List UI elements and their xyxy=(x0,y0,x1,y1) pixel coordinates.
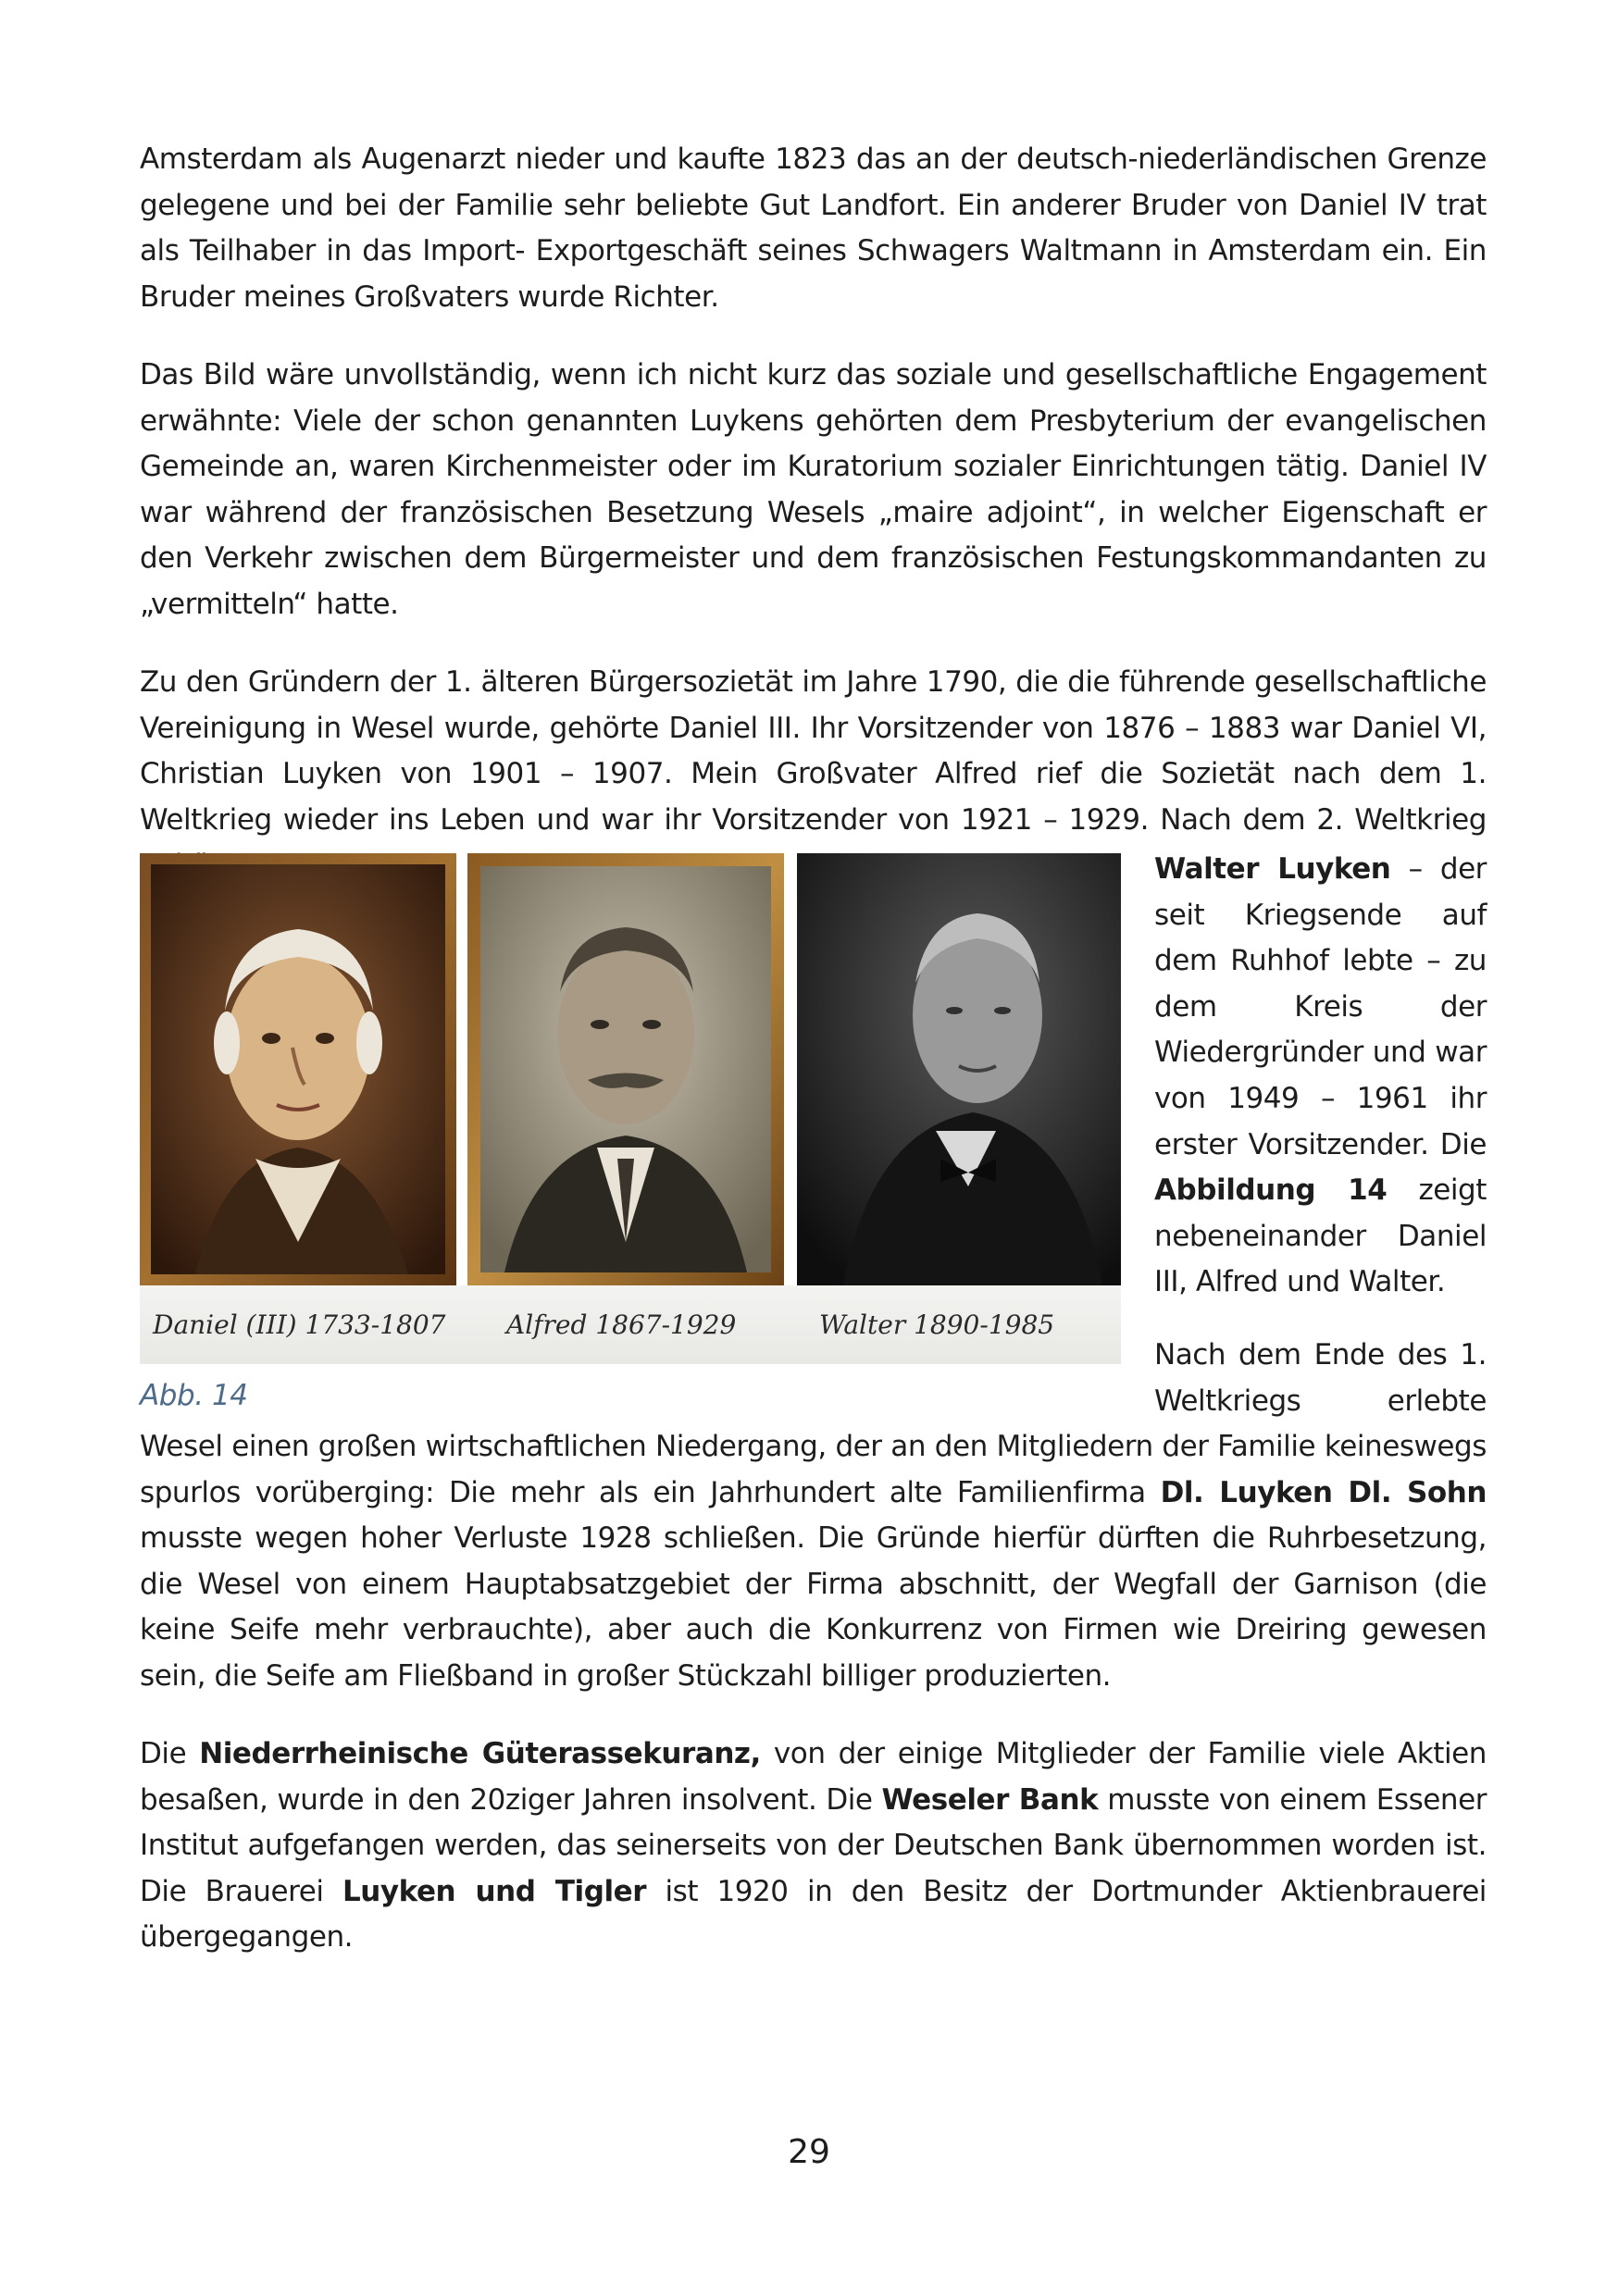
paragraph-5 xyxy=(140,1731,1487,1961)
paragraph-4-text-a: Wesel einen großen wirtschaftlichen Niedergang, der an den Mitgliedern der Familie keineswegs spurlos vorüberging: Die mehr als ein Jahrhundert alte Familienfirma xyxy=(140,1430,1487,1509)
portrait-label-alfred: Alfred 1867-1929 xyxy=(506,1309,737,1340)
paragraph-5-text-a: Die xyxy=(140,1737,200,1770)
side-text-1: – der seit Kriegsende auf dem Ruhhof lebte – zu dem Kreis der Wiedergründer und war von 1949 – 1961 ihr erster Vorsitzender. Die xyxy=(1154,852,1487,1161)
paragraph-2-text: Das Bild wäre unvollständig, wenn ich nicht kurz das soziale und gesellschaftliche Engagement erwähnte: Viele der schon genannten Luykens gehörten dem Presbyterium der evangelischen Gemeinde an, waren Kirchenmeister oder im Kuratorium sozialer Einrichtungen tätig. Daniel IV war während der französischen Besetzung Wesels „maire adjoint“, in welcher Eigenschaft er den Verkehr zwischen dem Bürgermeister und dem französischen Festungskommandanten zu „vermitteln“ hatte. xyxy=(140,358,1487,621)
brauerei-bold: Luyken und Tigler xyxy=(342,1874,647,1908)
firm-name-bold: Dl. Luyken Dl. Sohn xyxy=(1160,1475,1487,1509)
paragraph-5-text-c: musste von einem Essener Institut aufgefangen werden, das seinerseits von der Deutschen Bank übernommen worden ist. Die Brauerei xyxy=(140,1782,1487,1908)
side-column-text xyxy=(1154,847,1487,1306)
paragraph-1 xyxy=(140,137,1487,320)
paragraph-5-text-d: ist 1920 in den Besitz der Dortmunder Aktienbrauerei übergegangen. xyxy=(140,1874,1487,1955)
figure-portraits xyxy=(140,853,1121,1364)
side-bold-walter: Walter Luyken xyxy=(1154,852,1391,886)
side-text-2: zeigt nebeneinander Daniel III, Alfred und Walter. xyxy=(1154,1173,1487,1299)
figure-caption: Abb. 14 xyxy=(140,1379,248,1412)
weseler-bank-bold: Weseler Bank xyxy=(881,1782,1099,1817)
portrait-label-daniel: Daniel (III) 1733-1807 xyxy=(153,1309,446,1340)
paragraph-5-text-b: von der einige Mitglieder der Familie viele Aktien besaßen, wurde in den 20ziger Jahren insolvent. Die xyxy=(140,1737,1487,1817)
side-bold-abbildung: Abbildung 14 xyxy=(1154,1173,1388,1208)
paragraph-1-text: Amsterdam als Augenarzt nieder und kaufte 1823 das an der deutsch-niederländischen Grenze gelegene und bei der Familie sehr beliebte Gut Landfort. Ein anderer Bruder von Daniel IV trat als Teilhaber in das Import- Exportgeschäft seines Schwagers Waltmann in Amsterdam ein. Ein Bruder meines Großvaters wurde Richter. xyxy=(140,143,1487,314)
paragraph-4 xyxy=(140,1424,1487,1700)
paragraph-3-text: Zu den Gründern der 1. älteren Bürgersozietät im Jahre 1790, die die führende gesellschaftliche Vereinigung in Wesel wurde, gehörte Daniel III. Ihr Vorsitzender von 1876 – 1883 war Daniel VI, Christian Luyken von 1901 – 1907. Mein Großvater Alfred rief die Sozietät nach dem 1. Weltkrieg wieder ins Leben und war ihr Vorsitzender von 1921 – 1929. Nach dem 2. Weltkrieg xyxy=(140,665,1487,837)
assekuranz-bold: Niederrheinische Güterassekuranz, xyxy=(199,1737,761,1770)
portrait-daniel-image xyxy=(140,853,456,1285)
paragraph-2 xyxy=(140,353,1487,628)
side-cont-text: Nach dem Ende des 1. Weltkriegs erlebte xyxy=(1154,1338,1487,1418)
portrait-label-walter: Walter 1890-1985 xyxy=(819,1309,1055,1340)
portrait-walter-image xyxy=(797,853,1121,1285)
page-number: 29 xyxy=(788,2133,830,2171)
paragraph-4-text-b: musste wegen hoher Verluste 1928 schließen. Die Gründe hierfür dürften die Ruhrbesetzung, die Wesel von einem Hauptabsatzgebiet der Firma abschnitt, der Wegfall der Garnison (die keine Seife mehr verbrauchte), aber auch die Konkurrenz von Firmen wie Dreiring gewesen sein, die Seife am Fließband in großer Stückzahl billiger produzierten. xyxy=(140,1521,1487,1693)
side-column-continuation xyxy=(1154,1333,1487,1424)
portrait-alfred-image xyxy=(467,853,784,1285)
